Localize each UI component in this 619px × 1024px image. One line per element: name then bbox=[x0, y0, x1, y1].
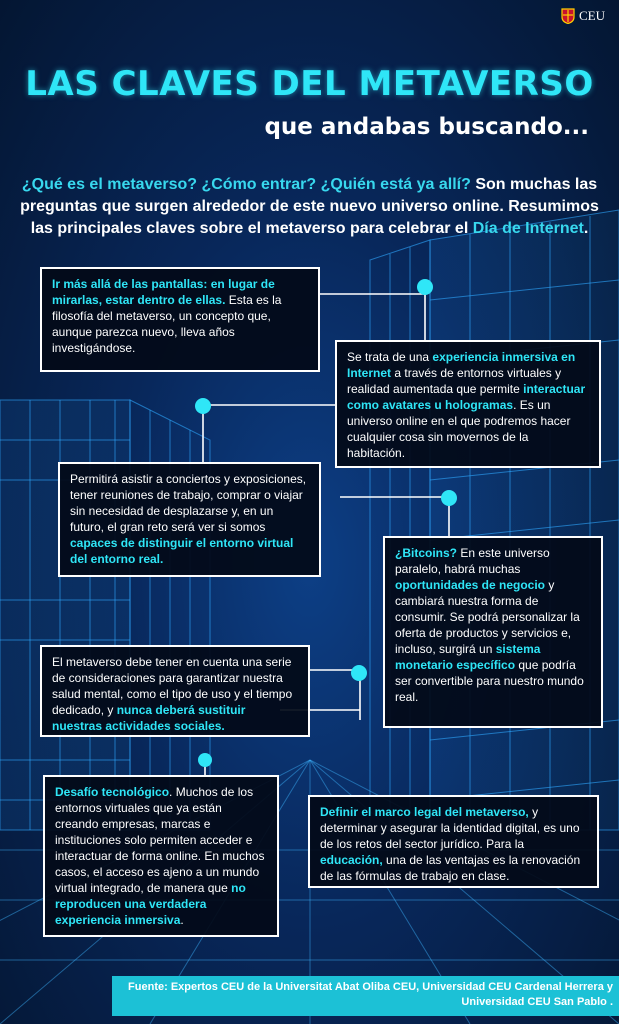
intro-body: Son muchas las preguntas que surgen alrededor de este nuevo universo online. Resumimos las principales claves sobre el metaverso para celebrar el bbox=[20, 176, 599, 237]
intro-end: . bbox=[583, 220, 589, 237]
card-immersive-experience: Se trata de una experiencia inmersiva en Internet a través de entornos virtuales y realidad aumentada que permite interactuar como avatares u hologramas. Es un universo online en el que podremos hacer cualquier cosa sin movernos de la habitación. bbox=[335, 340, 601, 468]
connector-dot bbox=[198, 753, 212, 767]
brand-name: CEU bbox=[579, 8, 605, 23]
connector-dot bbox=[351, 665, 367, 681]
card-beyond-screens: Ir más allá de las pantallas: en lugar de mirarlas, estar dentro de ellas. Esta es la filosofía del metaverso, un concepto que, aunque parezca nuevo, lleva años investigándose. bbox=[40, 267, 320, 372]
page-title: LAS CLAVES DEL METAVERSO bbox=[25, 64, 594, 104]
page-subtitle: que andabas buscando... bbox=[264, 114, 589, 140]
card-tech-challenge: Desafío tecnológico. Muchos de los entornos virtuales que ya están creando empresas, marcas e instituciones solo permiten acceder e interactuar de forma online. En muchos casos, el acceso es ajeno a un mundo virtual integrado, de manera que no reproducen una verdadera experiencia inmersiva. bbox=[43, 775, 279, 937]
right-building-wireframe bbox=[370, 210, 619, 830]
card-legal-framework: Definir el marco legal del metaverso, y determinar y asegurar la identidad digital, es uno de los retos del sector jurídico. Para la educación, una de las ventajas es la renovación de las fórmulas de trabajo en clase. bbox=[308, 795, 599, 888]
intro-highlight: Día de Internet bbox=[472, 220, 584, 237]
connector-dot bbox=[195, 398, 211, 414]
card-virtual-activities: Permitirá asistir a conciertos y exposiciones, tener reuniones de trabajo, comprar o viajar sin necesidad de desplazarse y, en un futuro, el gran reto será ver si somos capaces de distinguir el entorno virtual del entorno real. bbox=[58, 462, 321, 577]
ceu-logo bbox=[561, 8, 605, 24]
card-bitcoins: ¿Bitcoins? En este universo paralelo, habrá muchas oportunidades de negocio y cambiará nuestra forma de consumir. Se podrá personalizar la oferta de productos y servicios e, incluso, surgirá un sistema monetario específico que podría ser convertible para nuestro mundo real. bbox=[383, 536, 603, 728]
intro-questions: ¿Qué es el metaverso? ¿Cómo entrar? ¿Quién está ya allí? bbox=[21, 176, 471, 193]
source-credit: Fuente: Expertos CEU de la Universitat Abat Oliba CEU, Universidad CEU Cardenal Herrera y Universidad CEU San Pablo . bbox=[112, 976, 619, 1016]
ceu-crest-icon bbox=[561, 8, 575, 24]
connector-dot bbox=[441, 490, 457, 506]
connector-dot bbox=[417, 279, 433, 295]
card-mental-health: El metaverso debe tener en cuenta una serie de consideraciones para garantizar nuestra salud mental, como el tipo de uso y el tiempo dedicado, y nunca deberá sustituir nuestras actividades sociales. bbox=[40, 645, 310, 737]
intro-text bbox=[20, 174, 599, 240]
